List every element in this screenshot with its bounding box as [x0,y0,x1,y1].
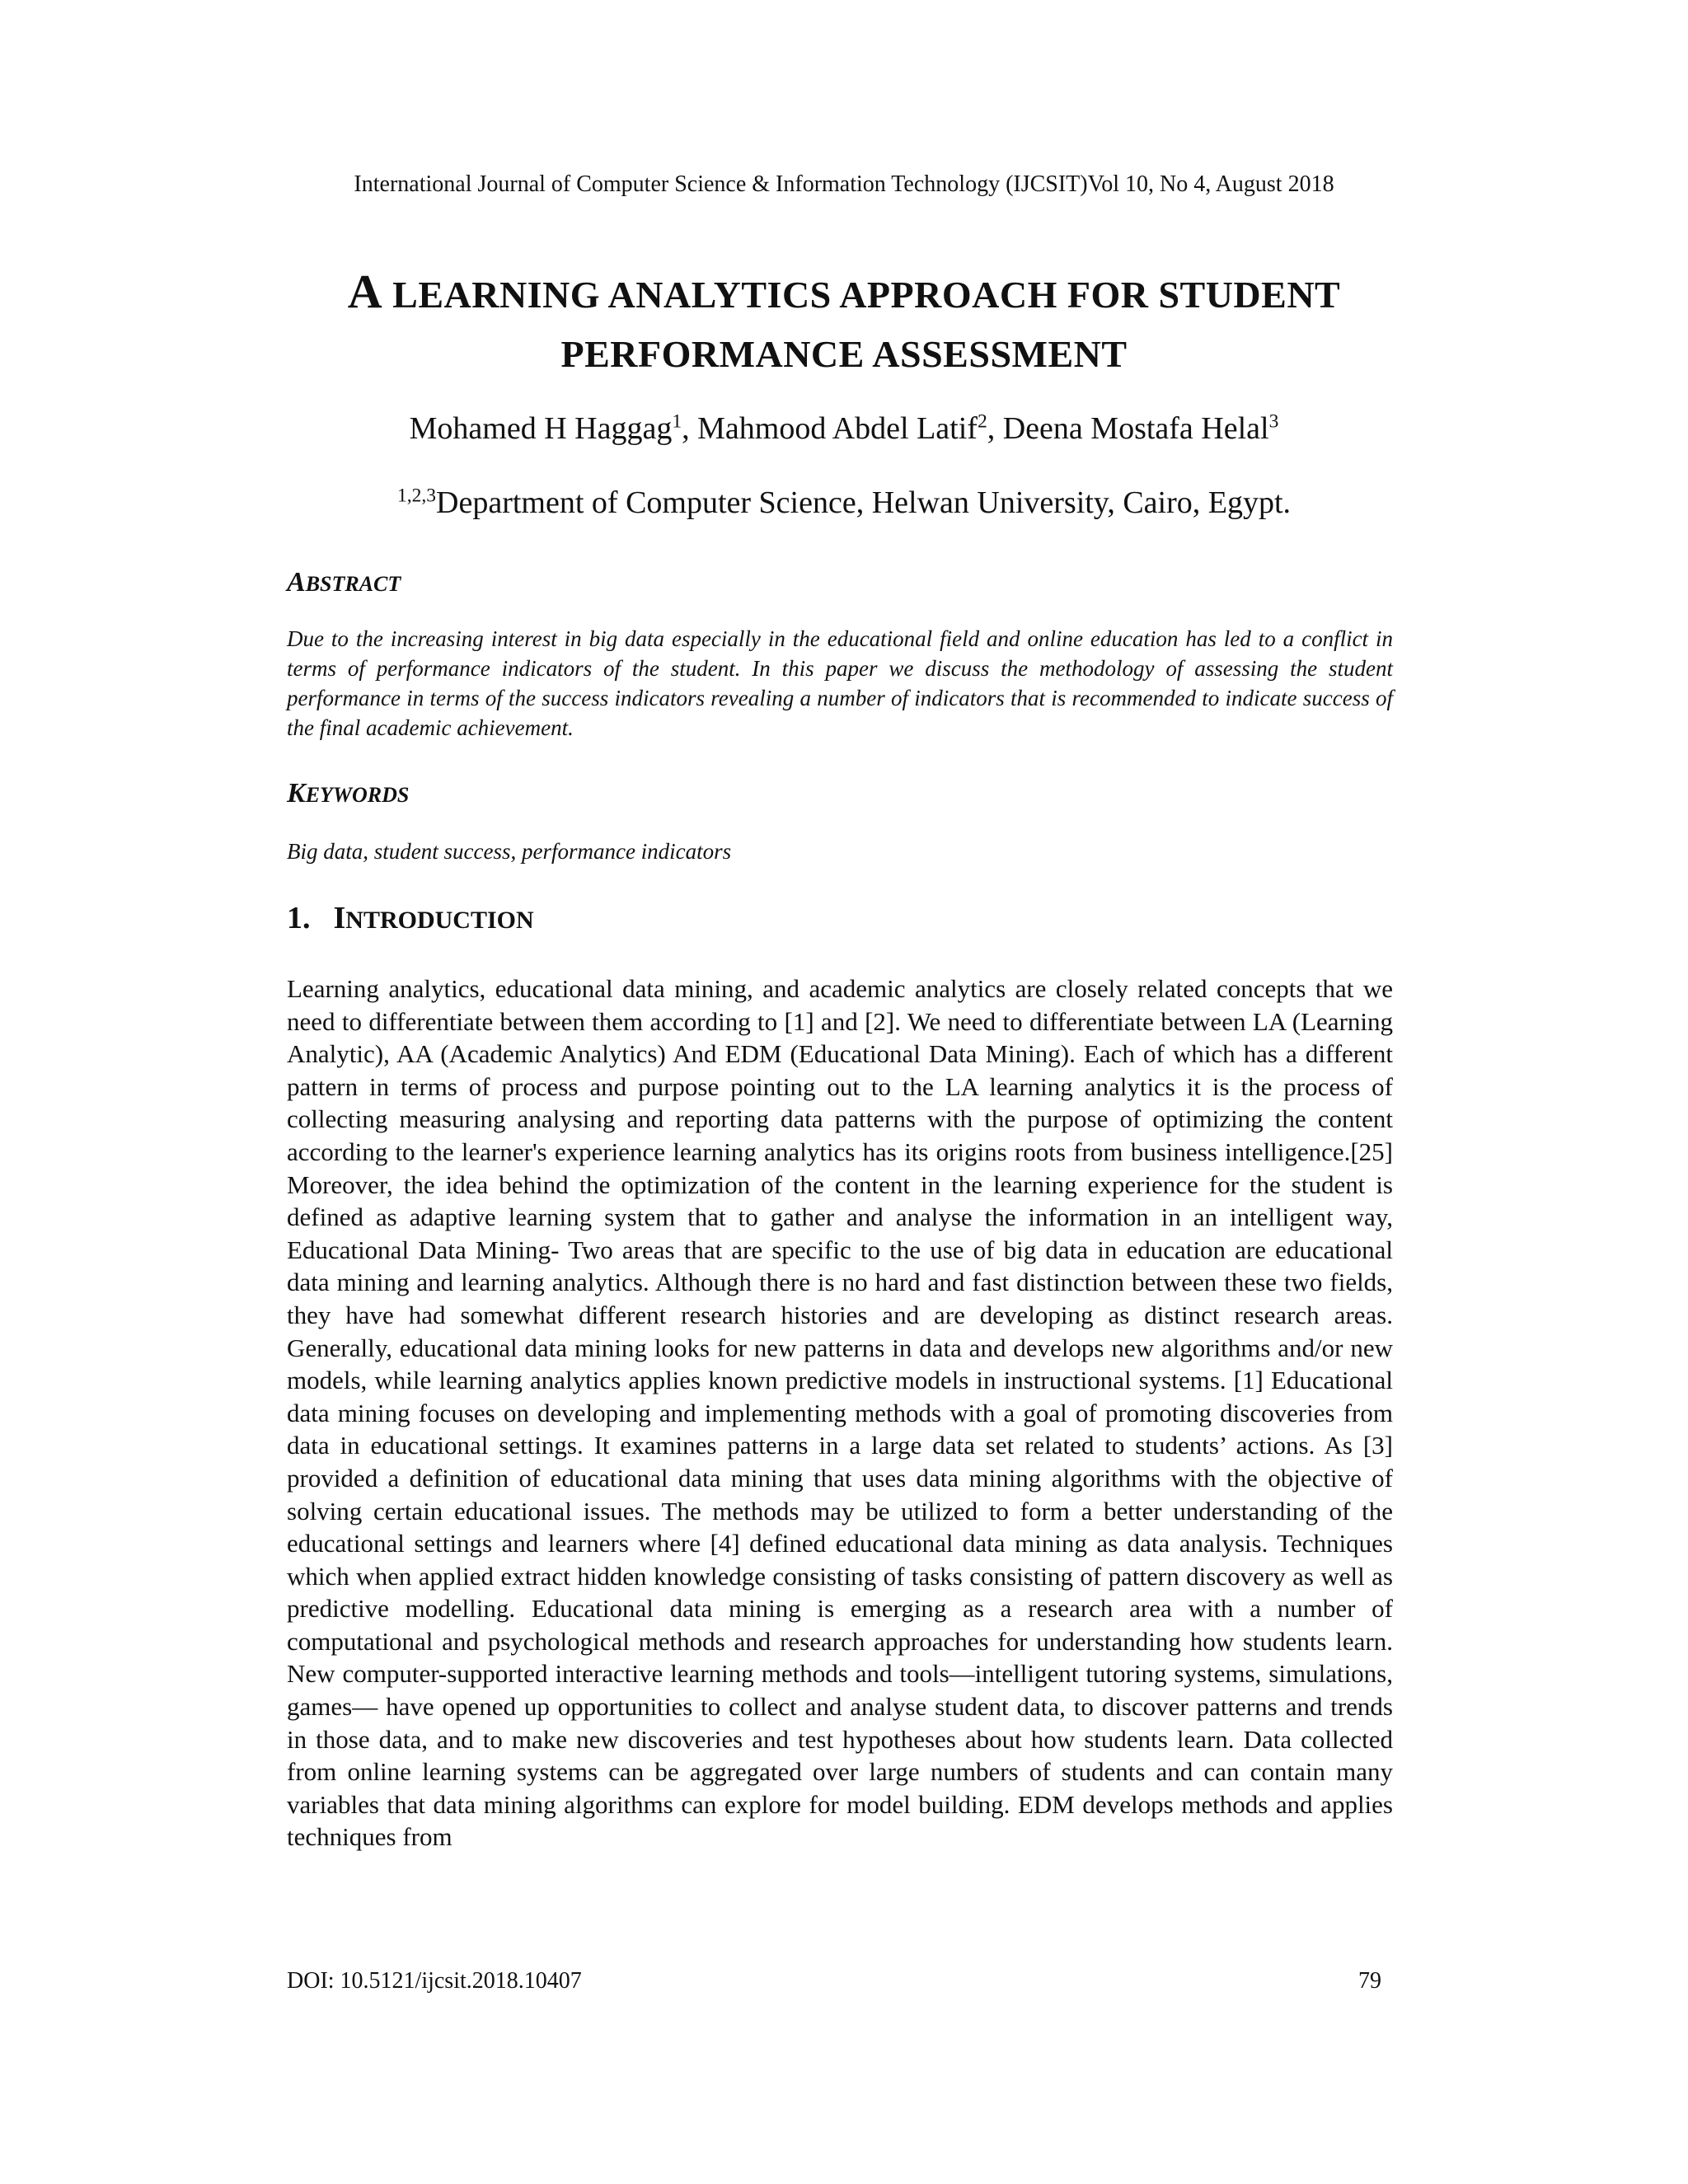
author-2: , Mahmood Abdel Latif [682,411,978,446]
abstract-heading-rest: BSTRACT [305,572,401,596]
affiliation-marks: 1,2,3 [396,485,437,507]
affiliation [0,485,1688,521]
section-number: 1. [287,901,311,935]
introduction-heading-initial: I [333,901,346,935]
keywords-heading-rest: EYWORDS [305,783,410,807]
title-line-1 [0,262,1688,325]
author-list [0,410,1688,447]
title-initial: A [347,265,383,318]
introduction-heading [287,900,534,936]
keywords-text: Big data, student success, performance indicators [287,839,732,864]
title-line-2: PERFORMANCE ASSESSMENT [560,333,1128,375]
footer-doi: DOI: 10.5121/ijcsit.2018.10407 [287,1968,582,1994]
author-1: Mohamed H Haggag [409,411,673,446]
keywords-heading [287,778,409,809]
running-header: International Journal of Computer Science & Information Technology (IJCSIT)Vol 10, No 4, August 2018 [354,171,1334,197]
affiliation-text: Department of Computer Science, Helwan University, Cairo, Egypt. [436,485,1292,520]
page-number: 79 [1358,1968,1381,1994]
paper-title [0,262,1688,384]
abstract-heading [287,567,401,598]
abstract-text: Due to the increasing interest in big data especially in the educational field and online education has led to a conflict in terms of performance indicators of the student. In this paper we discuss the methodology of assessing the student performance in terms of the success indicators revealing a number of indicators that is recommended to indicate success of the final academic achievement. [287,626,1393,740]
introduction-heading-rest: NTRODUCTION [345,907,534,934]
title-line-1-text: LEARNING ANALYTICS APPROACH FOR STUDENT [392,274,1341,316]
author-3-affil: 3 [1268,410,1279,433]
introduction-text: Learning analytics, educational data mining, and academic analytics are closely related concepts that we need to differentiate between them according to [1] and [2]. We need to differentiate between LA (Learning Analytic), AA (Academic Analytics) And EDM (Educational Data Mining). Each of which has a different pattern in terms of process and purpose pointing out to the LA learning analytics it is the process of collecting measuring analysing and reporting data patterns with the purpose of optimizing the content according to the learner's experience learning analytics has its origins roots from business intelligence.[25] Moreover, the idea behind the optimization of the content in the learning experience for the student is defined as adaptive learning system that to gather and analyse the information in an intelligent way, Educational Data Mining- Two areas that are specific to the use of big data in education are educational data mining and learning analytics. Although there is no hard and fast distinction between these two fields, they have had somewhat different research histories and are developing as distinct research areas. Generally, educational data mining looks for new patterns in data and develops new algorithms and/or new models, while learning analytics applies known predictive models in instructional systems. [1] Educational data mining focuses on developing and implementing methods with a goal of promoting discoveries from data in educational settings. It examines patterns in a large data set related to students’ actions. As [3] provided a definition of educational data mining that uses data mining algorithms with the objective of solving certain educational issues. The methods may be utilized to form a better understanding of the educational settings and learners where [4] defined educational data mining as data analysis. Techniques which when applied extract hidden knowledge consisting of tasks consisting of pattern discovery as well as predictive modelling. Educational data mining is emerging as a research area with a number of computational and psychological methods and research approaches for understanding how students learn. New computer-supported interactive learning methods and tools—intelligent tutoring systems, simulations, games— have opened up opportunities to collect and analyse student data, to discover patterns and trends in those data, and to make new discoveries and test hypotheses about how students learn. Data collected from online learning systems can be aggregated over large numbers of students and can contain many variables that data mining algorithms can explore for model building. EDM develops methods and applies techniques from [287,974,1393,1852]
author-1-affil: 1 [672,410,682,433]
abstract-heading-initial: A [287,567,306,598]
author-3: , Deena Mostafa Helal [987,411,1269,446]
keywords-heading-initial: K [287,778,306,808]
author-2-affil: 2 [977,410,987,433]
